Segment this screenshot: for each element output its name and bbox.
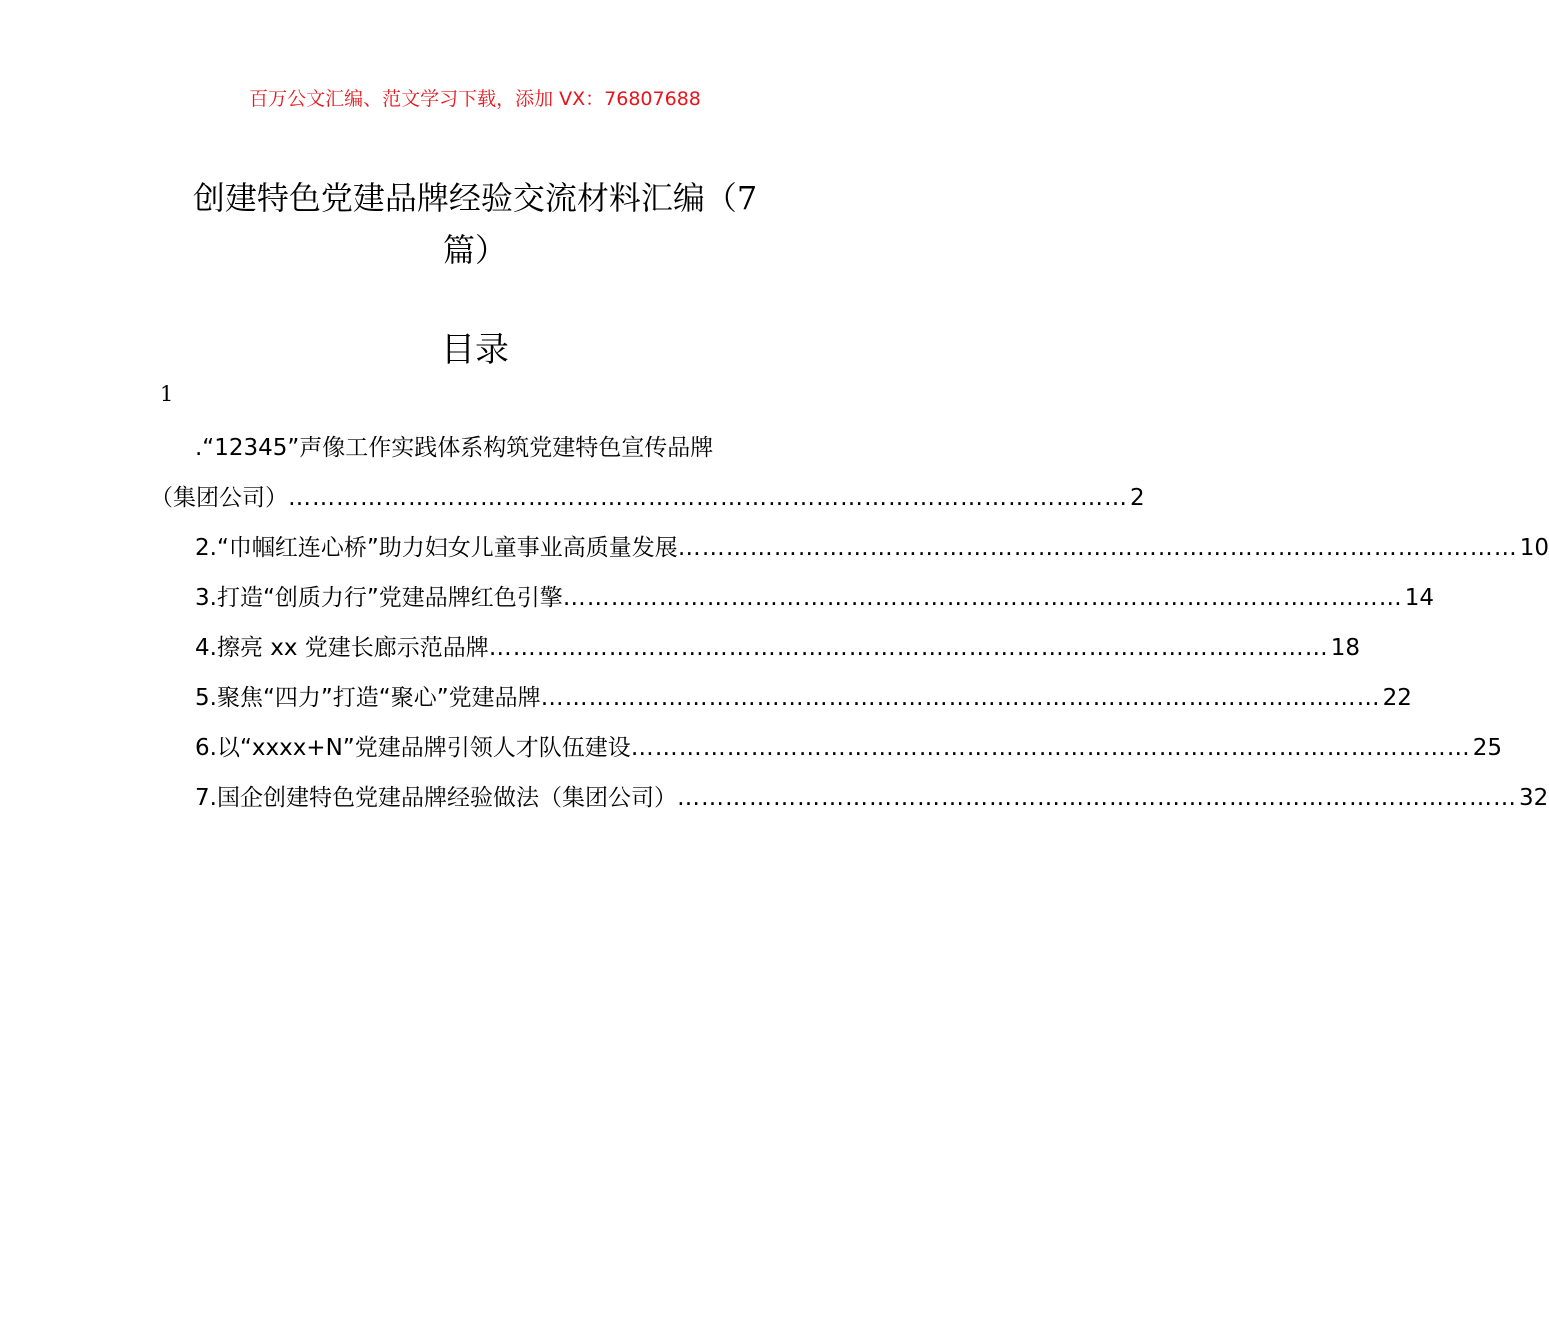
toc-page-number: 25 xyxy=(1472,735,1502,761)
dot-leader: …………………………………………………………………………………………… xyxy=(677,535,1518,561)
toc-page-number: 18 xyxy=(1330,635,1361,661)
dot-leader: …………………………………………………………………………………………… xyxy=(676,785,1517,811)
title-number: 7 xyxy=(736,179,758,217)
dot-leader: …………………………………………………………………………………………… xyxy=(562,585,1403,611)
table-of-contents xyxy=(150,423,1549,823)
promo-banner: 百万公文汇编、范文学习下载，添加 VX：76807688 xyxy=(249,88,701,110)
toc-entry-text: 2.“巾帼红连心桥”助力妇女儿童事业高质量发展 xyxy=(195,535,678,561)
document-title xyxy=(150,172,800,276)
toc-entry-3[interactable] xyxy=(150,573,1435,623)
toc-page-number: 2 xyxy=(1130,485,1145,511)
toc-entry-6[interactable] xyxy=(150,723,1502,773)
toc-marker: 1 xyxy=(160,382,174,406)
toc-entry-text: 5.聚焦“四力”打造“聚心”党建品牌 xyxy=(195,685,541,711)
toc-entry-text: 6.以“xxxx+N”党建品牌引领人才队伍建设 xyxy=(195,735,631,761)
toc-entry-text: .“12345”声像工作实践体系构筑党建特色宣传品牌 xyxy=(195,435,714,461)
toc-entry-text: 7.国企创建特色党建品牌经验做法（集团公司） xyxy=(195,785,677,811)
toc-heading: 目录 xyxy=(441,330,509,370)
dot-leader: …………………………………………………………………………………………… xyxy=(488,635,1329,661)
toc-page-number: 32 xyxy=(1518,785,1549,811)
dot-leader: …………………………………………………………………………………………… xyxy=(540,685,1381,711)
toc-entry-2[interactable] xyxy=(150,523,1549,573)
toc-entry-7[interactable] xyxy=(150,773,1549,823)
title-main: 创建特色党建品牌经验交流材料汇编（ xyxy=(192,179,737,217)
toc-page-number: 22 xyxy=(1382,685,1412,711)
toc-entry-text: 4.擦亮 xx 党建长廊示范品牌 xyxy=(195,635,489,661)
toc-entry-1-line1[interactable] xyxy=(150,423,805,473)
toc-entry-5[interactable] xyxy=(150,673,1412,723)
toc-entry-4[interactable] xyxy=(150,623,1361,673)
toc-entry-text: 3.打造“创质力行”党建品牌红色引擎 xyxy=(195,585,563,611)
toc-entry-text: （集团公司） xyxy=(150,485,288,511)
toc-entry-1-line2[interactable] xyxy=(150,473,1145,523)
dot-leader: …………………………………………………………………………………………… xyxy=(630,735,1471,761)
toc-page-number: 10 xyxy=(1519,535,1549,561)
toc-page-number: 14 xyxy=(1404,585,1435,611)
dot-leader: …………………………………………………………………………………………… xyxy=(288,485,1128,511)
title-tail: 篇） xyxy=(442,231,507,269)
